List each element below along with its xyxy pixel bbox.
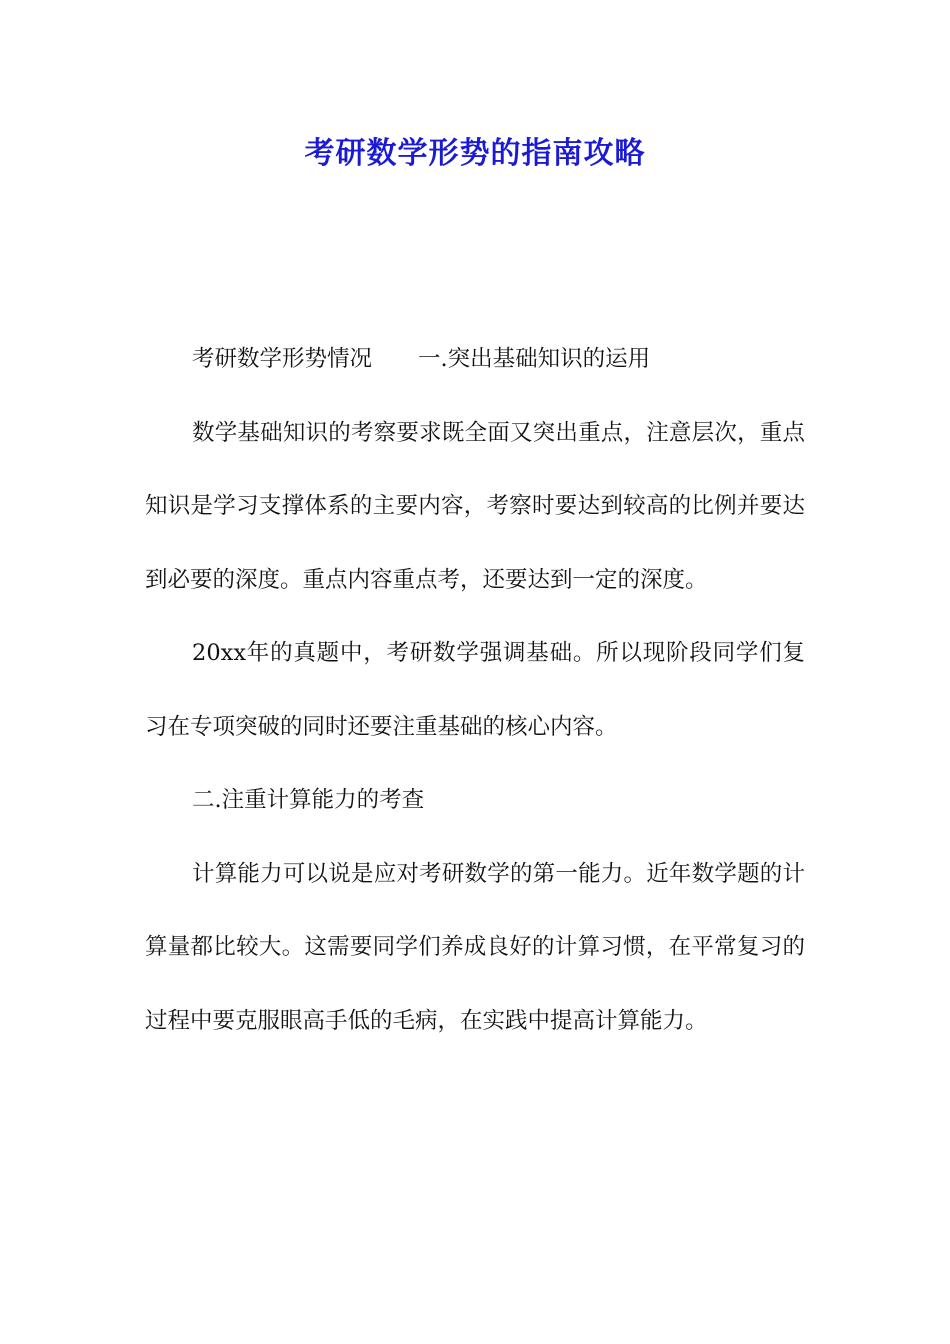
section-one-heading: 一.突出基础知识的运用 [418,346,651,372]
paragraph-exam-review: 20xx年的真题中，考研数学强调基础。所以现阶段同学们复习在专项突破的同时还要注重基础的核心内容。 [145,640,805,740]
document-body [145,323,805,1058]
paragraph-basic-knowledge: 数学基础知识的考察要求既全面又突出重点，注意层次，重点知识是学习支撑体系的主要内容，考察时要达到较高的比例并要达到必要的深度。重点内容重点考，还要达到一定的深度。 [145,419,805,593]
document-title: 考研数学形势的指南攻略 [304,136,646,171]
section-heading: 考研数学形势情况 [192,346,373,372]
section-heading-line [145,323,805,397]
section-two-heading: 二.注重计算能力的考查 [192,787,425,813]
paragraph-calculation-ability: 计算能力可以说是应对考研数学的第一能力。近年数学题的计算量都比较大。这需要同学们养成良好的计算习惯，在平常复习的过程中要克服眼高手低的毛病，在实践中提高计算能力。 [145,860,805,1034]
